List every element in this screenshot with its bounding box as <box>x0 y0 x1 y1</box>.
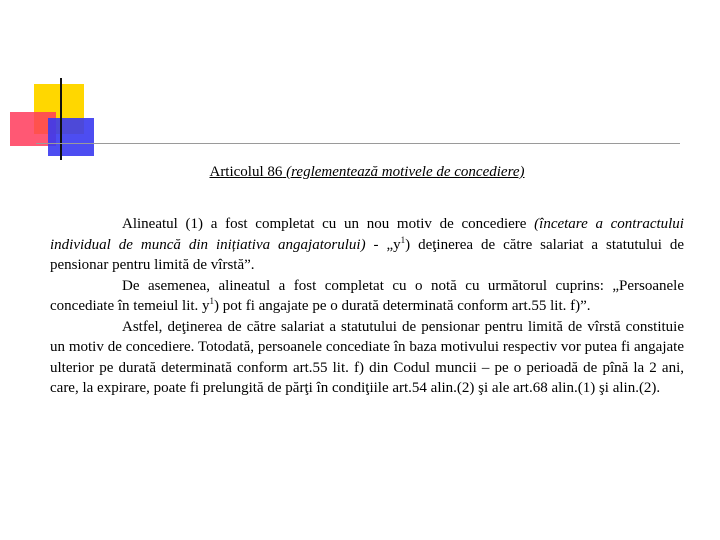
slide-body <box>50 214 684 399</box>
p1-text-a: Alineatul (1) a fost completat cu un nou motiv de concediere <box>122 216 535 232</box>
paragraph-2 <box>50 276 684 317</box>
p1-superscript: 1 <box>400 234 406 245</box>
decorative-horizontal-rule <box>36 143 680 144</box>
decorative-vertical-line <box>60 78 62 160</box>
p1-text-c: ) deţinerea de către salariat a statutului de pensionar pentru limită de vîrstă”. <box>50 236 684 273</box>
title-main: Articolul 86 <box>209 164 283 180</box>
p1-text-b: - „y <box>365 236 401 253</box>
p2-superscript: 1 <box>209 296 215 306</box>
slide-title <box>50 162 684 182</box>
title-note: (reglementează motivele de concediere) <box>286 164 525 180</box>
decorative-blue-square <box>48 118 94 156</box>
paragraph-3: Astfel, deţinerea de către salariat a statutului de pensionar pentru limită de vîrstă constituie un motiv de concediere. Totodată, persoanele concediate în baza motivului respectiv vor putea fi angajate ulterior pe durată determinată conform art.55 lit. f) din Codul muncii – pe o perioadă de pînă la 2 ani, care, la expirare, poate fi prelungită de părţi în condiţiile art.54 alin.(2) şi ale art.68 alin.(1) şi alin.(2). <box>50 318 684 396</box>
p2-text-a: De asemenea, alineatul a fost completat cu o notă cu următorul cuprins: „Persoanele concediate în temeiul lit. y <box>50 277 684 314</box>
p1-italic: (încetare a contractului individual de muncă din inițiativa angajatorului) <box>50 216 684 253</box>
p2-text-b: ) pot fi angajate pe o durată determinată conform art.55 lit. f)”. <box>214 298 591 314</box>
paragraph-1 <box>50 214 684 276</box>
